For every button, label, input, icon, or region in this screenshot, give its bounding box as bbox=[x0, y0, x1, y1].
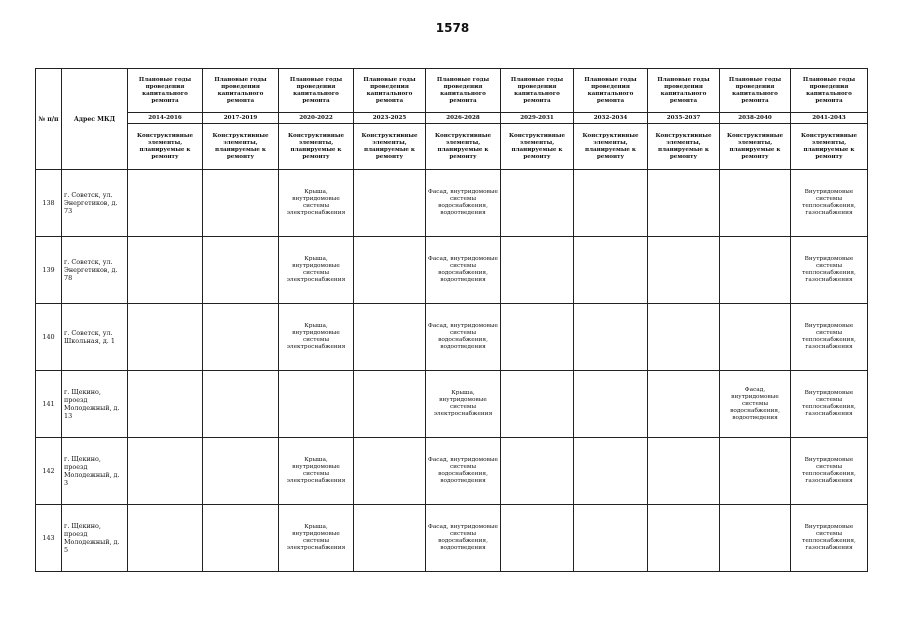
repair-cell bbox=[354, 371, 426, 438]
header-period-years: 2014-2016 bbox=[128, 113, 203, 124]
table-row bbox=[36, 371, 868, 438]
header-period-title: Плановые годы проведения капитального ремонта bbox=[128, 69, 203, 113]
repair-cell: Крыша, внутридомовые системы электроснабжения bbox=[279, 438, 354, 505]
repair-cell bbox=[501, 170, 574, 237]
row-address: г. Щекино, проезд Молодежный, д. 3 bbox=[62, 438, 128, 505]
header-period-years: 2029-2031 bbox=[501, 113, 574, 124]
repair-cell bbox=[203, 371, 279, 438]
repair-cell bbox=[354, 304, 426, 371]
repair-cell: Крыша, внутридомовые системы электроснабжения bbox=[279, 237, 354, 304]
repair-cell bbox=[720, 505, 791, 572]
repair-cell bbox=[501, 304, 574, 371]
header-period-title: Плановые годы проведения капитального ремонта bbox=[791, 69, 868, 113]
repair-cell: Фасад, внутридомовые системы водоснабжения, водоотведения bbox=[720, 371, 791, 438]
repair-cell bbox=[203, 438, 279, 505]
repair-cell bbox=[354, 438, 426, 505]
header-num: № п/п bbox=[36, 69, 62, 170]
header-period-years: 2038-2040 bbox=[720, 113, 791, 124]
repair-cell bbox=[501, 505, 574, 572]
row-address: г. Советск, ул. Энергетиков, д. 73 bbox=[62, 170, 128, 237]
repair-cell bbox=[648, 304, 720, 371]
header-period-elements: Конструктивные элементы, планируемые к ремонту bbox=[354, 124, 426, 170]
row-number: 140 bbox=[36, 304, 62, 371]
repair-cell: Крыша, внутридомовые системы электроснабжения bbox=[279, 304, 354, 371]
repair-cell bbox=[501, 371, 574, 438]
repair-cell: Внутридомовые системы теплоснабжения, газоснабжения bbox=[791, 438, 868, 505]
row-address: г. Щекино, проезд Молодежный, д. 13 bbox=[62, 371, 128, 438]
repair-cell bbox=[648, 170, 720, 237]
repair-cell bbox=[203, 304, 279, 371]
header-address: Адрес МКД bbox=[62, 69, 128, 170]
table-row bbox=[36, 505, 868, 572]
header-period-title: Плановые годы проведения капитального ремонта bbox=[203, 69, 279, 113]
repair-cell bbox=[354, 505, 426, 572]
repair-cell bbox=[354, 237, 426, 304]
row-address: г. Советск, ул. Энергетиков, д. 78 bbox=[62, 237, 128, 304]
header-period-title: Плановые годы проведения капитального ремонта bbox=[279, 69, 354, 113]
header-period-title: Плановые годы проведения капитального ремонта bbox=[354, 69, 426, 113]
header-period-elements: Конструктивные элементы, планируемые к ремонту bbox=[574, 124, 648, 170]
repair-cell bbox=[501, 438, 574, 505]
page-number: 1578 bbox=[435, 21, 470, 35]
row-address: г. Советск, ул. Школьная, д. 1 bbox=[62, 304, 128, 371]
header-period-title: Плановые годы проведения капитального ремонта bbox=[426, 69, 501, 113]
header-period-years: 2023-2025 bbox=[354, 113, 426, 124]
header-period-elements: Конструктивные элементы, планируемые к ремонту bbox=[791, 124, 868, 170]
repair-cell bbox=[574, 438, 648, 505]
header-period-title: Плановые годы проведения капитального ремонта bbox=[720, 69, 791, 113]
repair-cell bbox=[128, 170, 203, 237]
table-row bbox=[36, 438, 868, 505]
repair-cell bbox=[128, 304, 203, 371]
repair-cell: Внутридомовые системы теплоснабжения, газоснабжения bbox=[791, 371, 868, 438]
repair-cell: Внутридомовые системы теплоснабжения, газоснабжения bbox=[791, 237, 868, 304]
repair-cell bbox=[128, 371, 203, 438]
repair-cell: Фасад, внутридомовые системы водоснабжения, водоотведения bbox=[426, 505, 501, 572]
header-period-years: 2041-2043 bbox=[791, 113, 868, 124]
repair-cell bbox=[574, 237, 648, 304]
row-number: 143 bbox=[36, 505, 62, 572]
table-row bbox=[36, 304, 868, 371]
header-period-years: 2035-2037 bbox=[648, 113, 720, 124]
repair-cell: Фасад, внутридомовые системы водоснабжения, водоотведения bbox=[426, 170, 501, 237]
repair-cell bbox=[501, 237, 574, 304]
repair-cell: Крыша, внутридомовые системы электроснабжения bbox=[279, 505, 354, 572]
repair-cell: Крыша, внутридомовые системы электроснабжения bbox=[279, 170, 354, 237]
repair-cell bbox=[128, 438, 203, 505]
repair-cell bbox=[574, 170, 648, 237]
repair-cell: Фасад, внутридомовые системы водоснабжения, водоотведения bbox=[426, 304, 501, 371]
header-period-elements: Конструктивные элементы, планируемые к ремонту bbox=[128, 124, 203, 170]
capital-repair-schedule-table bbox=[35, 68, 868, 572]
header-period-elements: Конструктивные элементы, планируемые к ремонту bbox=[648, 124, 720, 170]
repair-cell bbox=[720, 237, 791, 304]
repair-cell: Фасад, внутридомовые системы водоснабжения, водоотведения bbox=[426, 237, 501, 304]
header-period-title: Плановые годы проведения капитального ремонта bbox=[501, 69, 574, 113]
header-period-years: 2026-2028 bbox=[426, 113, 501, 124]
repair-cell bbox=[720, 170, 791, 237]
row-number: 139 bbox=[36, 237, 62, 304]
repair-cell bbox=[279, 371, 354, 438]
repair-cell bbox=[574, 371, 648, 438]
header-period-years: 2020-2022 bbox=[279, 113, 354, 124]
repair-cell: Внутридомовые системы теплоснабжения, газоснабжения bbox=[791, 170, 868, 237]
header-period-elements: Конструктивные элементы, планируемые к ремонту bbox=[203, 124, 279, 170]
repair-cell bbox=[203, 505, 279, 572]
table-row bbox=[36, 237, 868, 304]
repair-cell bbox=[720, 438, 791, 505]
header-period-elements: Конструктивные элементы, планируемые к ремонту bbox=[279, 124, 354, 170]
repair-cell: Внутридомовые системы теплоснабжения, газоснабжения bbox=[791, 304, 868, 371]
repair-cell bbox=[128, 505, 203, 572]
row-number: 142 bbox=[36, 438, 62, 505]
header-period-years: 2017-2019 bbox=[203, 113, 279, 124]
header-period-elements: Конструктивные элементы, планируемые к ремонту bbox=[720, 124, 791, 170]
header-period-elements: Конструктивные элементы, планируемые к ремонту bbox=[426, 124, 501, 170]
table-row bbox=[36, 170, 868, 237]
repair-cell bbox=[648, 237, 720, 304]
row-address: г. Щекино, проезд Молодежный, д. 5 bbox=[62, 505, 128, 572]
repair-cell bbox=[574, 505, 648, 572]
repair-cell bbox=[648, 371, 720, 438]
header-period-title: Плановые годы проведения капитального ремонта bbox=[648, 69, 720, 113]
header-period-years: 2032-2034 bbox=[574, 113, 648, 124]
repair-cell bbox=[648, 438, 720, 505]
repair-cell bbox=[203, 170, 279, 237]
header-period-title: Плановые годы проведения капитального ремонта bbox=[574, 69, 648, 113]
repair-cell bbox=[128, 237, 203, 304]
repair-cell: Внутридомовые системы теплоснабжения, газоснабжения bbox=[791, 505, 868, 572]
header-period-elements: Конструктивные элементы, планируемые к ремонту bbox=[501, 124, 574, 170]
repair-cell bbox=[203, 237, 279, 304]
repair-cell bbox=[720, 304, 791, 371]
row-number: 138 bbox=[36, 170, 62, 237]
repair-cell bbox=[648, 505, 720, 572]
repair-cell: Крыша, внутридомовые системы электроснабжения bbox=[426, 371, 501, 438]
repair-cell bbox=[574, 304, 648, 371]
repair-cell bbox=[354, 170, 426, 237]
row-number: 141 bbox=[36, 371, 62, 438]
repair-cell: Фасад, внутридомовые системы водоснабжения, водоотведения bbox=[426, 438, 501, 505]
